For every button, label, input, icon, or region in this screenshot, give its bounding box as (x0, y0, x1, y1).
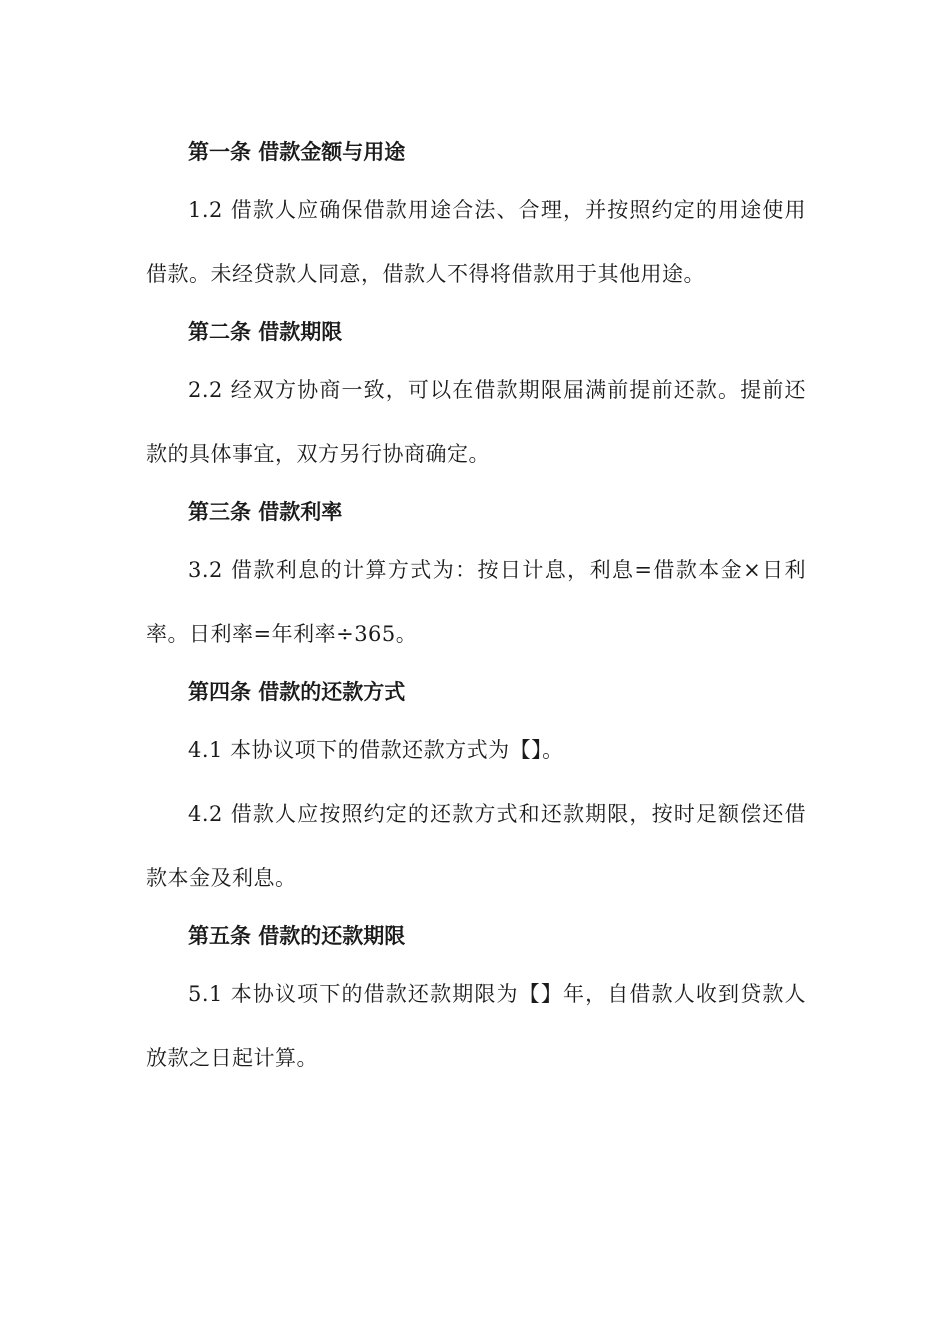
section-3-paragraph-1: 3.2 借款利息的计算方式为：按日计息，利息=借款本金×日利率。日利率=年利率÷365。 (146, 558, 806, 646)
section-4-paragraph-2: 4.2 借款人应按照约定的还款方式和还款期限，按时足额偿还借款本金及利息。 (146, 802, 806, 890)
section-1-paragraph-1: 1.2 借款人应确保借款用途合法、合理，并按照约定的用途使用借款。未经贷款人同意，借款人不得将借款用于其他用途。 (146, 198, 806, 286)
section-1-title: 第一条 借款金额与用途 (188, 140, 406, 164)
section-3-title: 第三条 借款利率 (188, 500, 343, 524)
section-5-paragraph-1: 5.1 本协议项下的借款还款期限为【】年，自借款人收到贷款人放款之日起计算。 (146, 982, 806, 1070)
section-2-paragraph-1: 2.2 经双方协商一致，可以在借款期限届满前提前还款。提前还款的具体事宜，双方另行协商确定。 (146, 378, 806, 466)
section-2-title: 第二条 借款期限 (188, 320, 343, 344)
section-4-paragraph-1: 4.1 本协议项下的借款还款方式为【】。 (188, 738, 564, 762)
document-page (146, 126, 806, 1090)
section-4-title: 第四条 借款的还款方式 (188, 680, 406, 704)
section-5-title: 第五条 借款的还款期限 (188, 924, 406, 948)
